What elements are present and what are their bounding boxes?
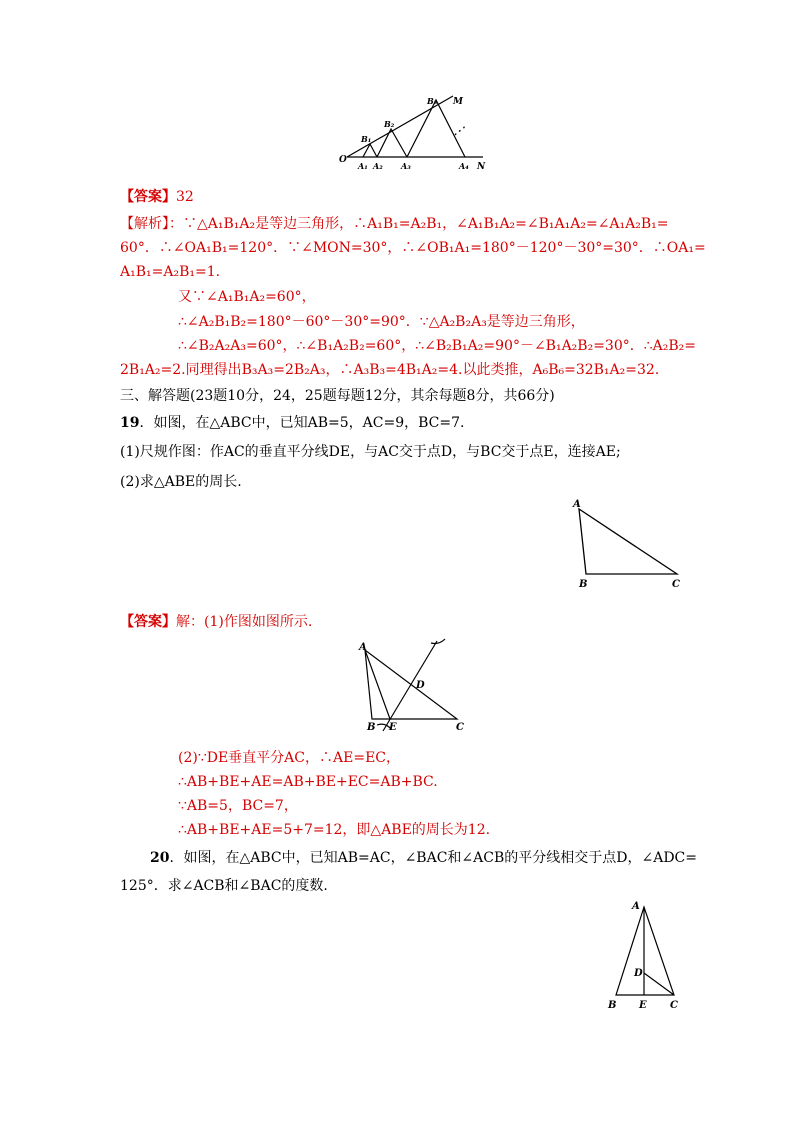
answer-intro: 解：(1)作图如图所示.: [176, 614, 313, 630]
label-E: E: [389, 722, 397, 733]
label-D: D: [416, 680, 425, 691]
question-19-part2: (2)求△ABE的周长.: [120, 474, 242, 490]
analysis-line-3: A₁B₁=A₂B₁=1.: [120, 264, 221, 280]
analysis-line-1: 【解析】：∵△A₁B₁A₂是等边三角形，∴A₁B₁=A₂B₁，∠A₁B₁A₂=∠B₁A₁A₂=∠A₁A₂B₁=: [120, 216, 669, 232]
label-O: O: [339, 155, 347, 165]
analysis-line-2: 60°．∴∠OA₁B₁=120°．∵∠MON=30°，∴∠OB₁A₁=180°－120°－30°=30°．∴OA₁=: [120, 240, 706, 256]
answer-19-line-3: ∵AB=5，BC=7，: [178, 798, 298, 814]
label-B3: B₃: [427, 96, 438, 106]
figure-equilateral-chain: [335, 90, 495, 175]
label-A: A: [632, 901, 640, 912]
label-B: B: [367, 722, 376, 733]
answer-19-line-2: ∴AB+BE+AE=AB+BE+EC=AB+BC.: [178, 774, 438, 790]
question-20-line-1: [150, 848, 697, 868]
figure-triangle-abc: [565, 495, 695, 590]
label-A1: A₁: [358, 161, 368, 171]
label-C: C: [672, 579, 680, 590]
question-number: 20: [150, 850, 170, 866]
label-E: E: [639, 1000, 647, 1011]
question-number: 19: [120, 415, 140, 431]
label-B: B: [608, 1000, 617, 1011]
answer-19-line-4: ∴AB+BE+AE=5+7=12，即△ABE的周长为12.: [178, 822, 491, 838]
label-A: A: [573, 499, 581, 510]
answer-18-line: [120, 187, 194, 207]
analysis-line-5: ∴∠A₂B₁B₂=180°－60°－30°=90°．∵△A₂B₂A₃是等边三角形，: [178, 314, 585, 330]
label-D: D: [634, 968, 643, 979]
label-C: C: [670, 1000, 678, 1011]
answer-19-line-1: (2)∵DE垂直平分AC，∴AE=EC，: [178, 750, 400, 766]
label-N: N: [477, 162, 486, 172]
question-text: ．如图，在△ABC中，已知AB=AC，∠BAC和∠ACB的平分线相交于点D，∠ADC=: [169, 850, 697, 866]
figure-perpendicular-bisector: [355, 635, 485, 735]
analysis-line-4: 又∵∠A₁B₁A₂=60°，: [178, 289, 316, 305]
answer-value: 32: [176, 189, 194, 205]
question-19-stem: [120, 413, 464, 433]
label-A2: A₂: [373, 161, 383, 171]
question-19-part1: (1)尺规作图：作AC的垂直平分线DE，与AC交于点D，与BC交于点E，连接AE;: [120, 444, 621, 460]
figure-isosceles-triangle: [600, 895, 690, 1015]
label-A3: A₃: [401, 161, 411, 171]
question-text: ．如图，在△ABC中，已知AB=5，AC=9，BC=7.: [139, 415, 465, 431]
label-M: M: [453, 97, 463, 107]
analysis-line-6: ∴∠B₂A₂A₃=60°，∴∠B₁A₂B₂=60°，∴∠B₂B₁A₂=90°－∠B₁A₂B₂=30°．∴A₂B₂=: [178, 338, 696, 354]
label-B: B: [579, 579, 588, 590]
answer-tag: 【答案】: [120, 614, 176, 630]
analysis-line-7: 2B₁A₂=2.同理得出B₃A₃=2B₂A₃，∴A₃B₃=4B₁A₂=4.以此类推，A₆B₆=32B₁A₂=32.: [120, 362, 660, 378]
label-C: C: [456, 722, 464, 733]
section-heading: 三、解答题(23题10分，24，25题每题12分，其余每题8分，共66分): [120, 388, 555, 404]
label-B1: B₁: [361, 134, 372, 144]
label-B2: B₂: [384, 119, 395, 129]
question-20-line-2: 125°．求∠ACB和∠BAC的度数.: [120, 878, 328, 894]
label-A: A: [359, 642, 367, 653]
label-A4: A₄: [459, 161, 469, 171]
ellipsis-dots: ⋰: [454, 126, 464, 137]
answer-tag: 【答案】: [120, 189, 176, 205]
answer-19-intro: [120, 612, 312, 632]
